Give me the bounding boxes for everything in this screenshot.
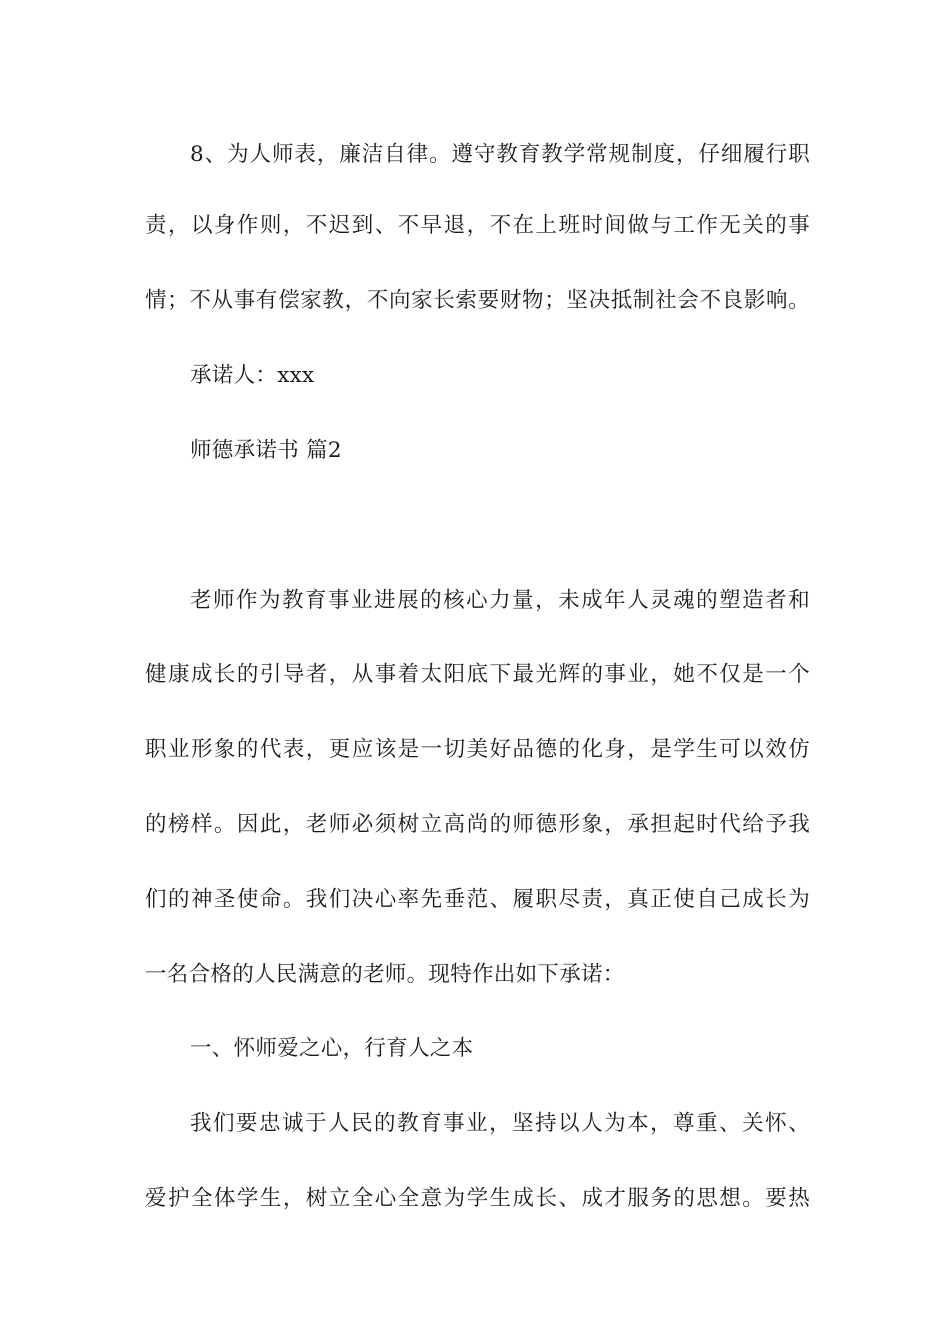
paragraph-line: 们的神圣使命。我们决心率先垂范、履职尽责，真正使自己成长为	[145, 887, 810, 912]
paragraph-line: 职业形象的代表，更应该是一切美好品德的化身，是学生可以效仿	[145, 737, 810, 762]
paragraph-line: 的榜样。因此，老师必须树立高尚的师德形象，承担起时代给予我	[145, 812, 810, 837]
paragraph-line: 责，以身作则，不迟到、不早退，不在上班时间做与工作无关的事	[145, 213, 810, 238]
section-heading: 师德承诺书 篇2	[190, 438, 342, 463]
paragraph-line: 我们要忠诚于人民的教育事业，坚持以人为本，尊重、关怀、	[190, 1111, 810, 1136]
subheading: 一、怀师爱之心，行育人之本	[190, 1036, 474, 1061]
signatory-line: 承诺人：xxx	[190, 363, 315, 388]
paragraph-line: 8、为人师表，廉洁自律。遵守教育教学常规制度，仔细履行职	[190, 142, 810, 167]
paragraph-line: 情；不从事有偿家教，不向家长索要财物；坚决抵制社会不良影响。	[145, 288, 810, 313]
paragraph-line: 爱护全体学生，树立全心全意为学生成长、成才服务的思想。要热	[145, 1186, 810, 1211]
paragraph-line: 健康成长的引导者，从事着太阳底下最光辉的事业，她不仅是一个	[145, 662, 810, 687]
paragraph-line: 一名合格的人民满意的老师。现特作出如下承诺：	[145, 962, 625, 987]
paragraph-line: 老师作为教育事业进展的核心力量，未成年人灵魂的塑造者和	[190, 588, 810, 613]
